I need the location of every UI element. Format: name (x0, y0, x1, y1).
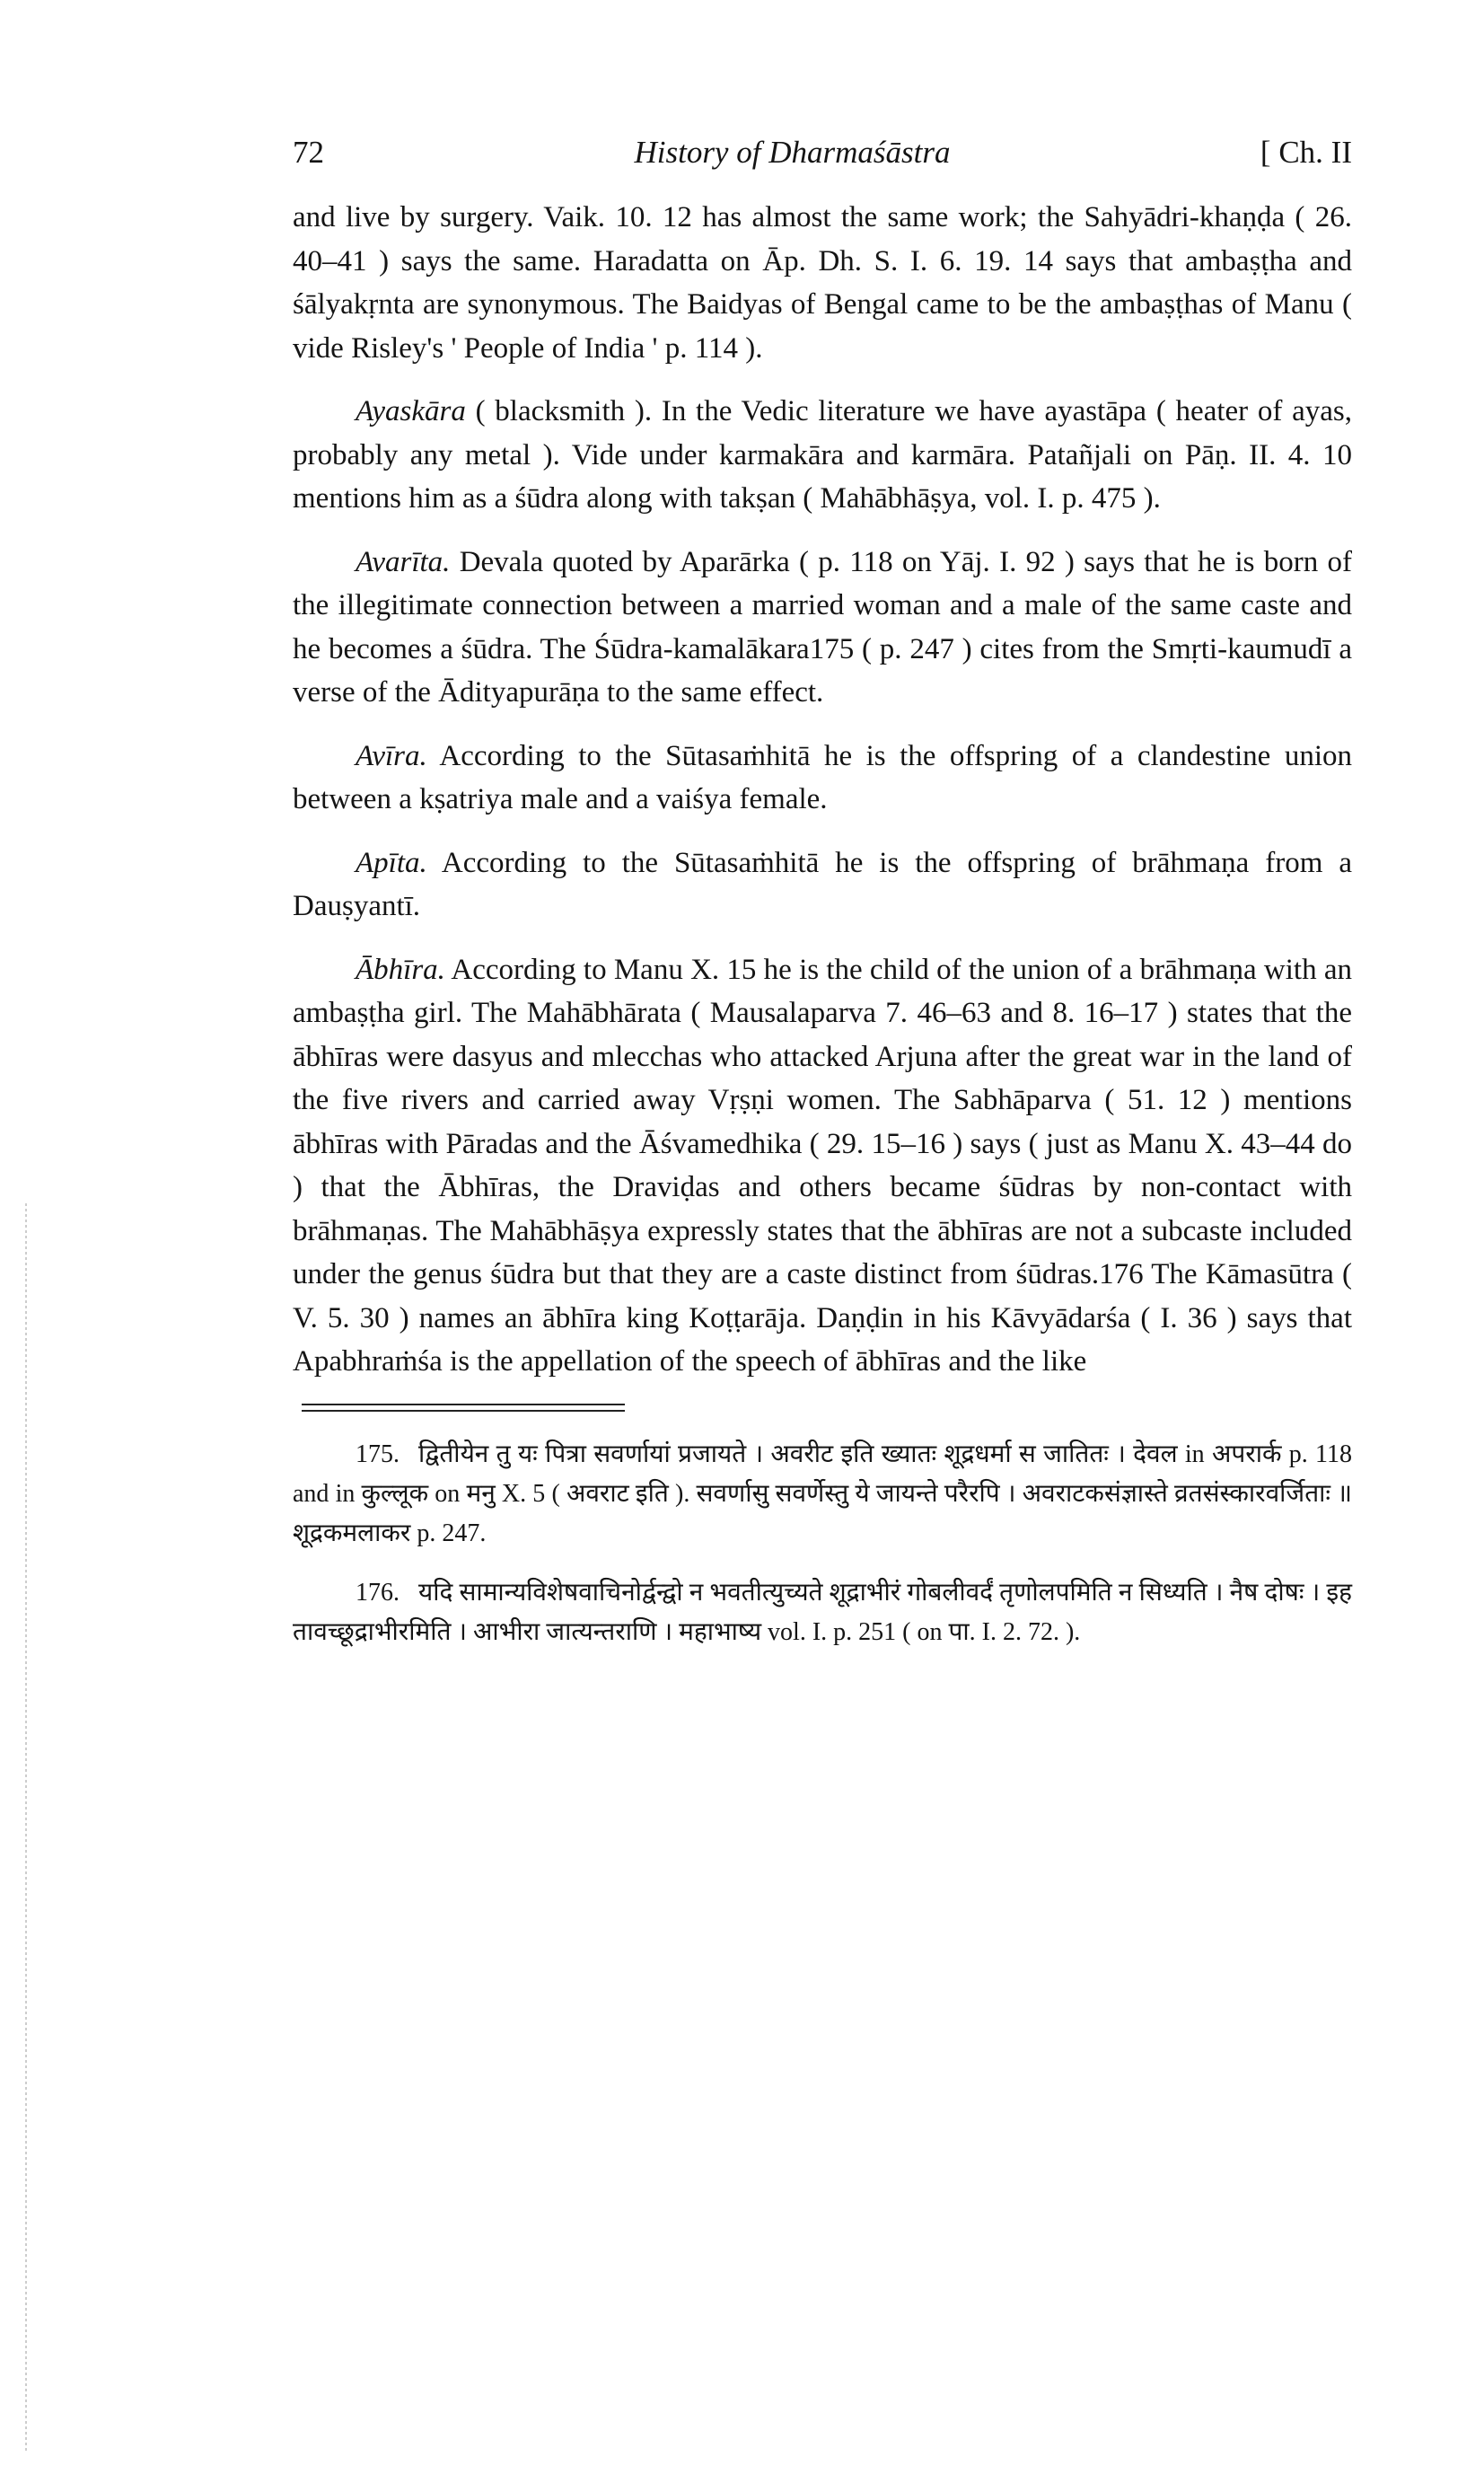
footnote-number: 176. (356, 1578, 400, 1607)
running-header (293, 135, 1352, 171)
chapter-label: [ Ch. II (1260, 135, 1352, 170)
entry-ayaskara (293, 390, 1352, 521)
page-content (293, 135, 1352, 1672)
entry-abhira (293, 948, 1352, 1384)
entry-avarita (293, 541, 1352, 715)
entry-body: Devala quoted by Aparārka ( p. 118 on Yāj. I. 92 ) says that he is born of the illegitimate connection between a married woman and a male of the same caste and he becomes a śūdra. The Śūdra-kamalākara175 ( p. 247 ) cites from the Smṛti-kaumudī a verse of the Ādityapurāṇa to the same effect. (293, 545, 1352, 709)
entry-term: Ayaskāra (356, 395, 466, 427)
footnote-176 (293, 1573, 1352, 1652)
page-number: 72 (293, 135, 324, 170)
entry-apita (293, 841, 1352, 929)
footnote-number: 175. (356, 1440, 400, 1468)
footnote-text: द्वितीयेन तु यः पित्रा सवर्णायां प्रजायते । अवरीट इति ख्यातः शूद्रधर्मा स जातितः । देवल in अपरार्क p. 118 and in कुल्लूक on मनु X. 5 ( अवराट इति ). सवर्णासु सवर्णेस्तु ये जायन्ते परैरपि । अवराटकसंज्ञास्ते व्रतसंस्कारवर्जिताः ॥ शूद्रकमलाकर p. 247. (293, 1440, 1352, 1547)
paragraph-surgery: and live by surgery. Vaik. 10. 12 has almost the same work; the Sahyādri-khaṇḍa ( 26. 40–41 ) says the same. Haradatta on Āp. Dh. S. I. 6. 19. 14 says that ambaṣṭha and śālyakṛnta are synonymous. The Baidyas of Bengal came to be the ambaṣṭhas of Manu ( vide Risley's ' People of India ' p. 114 ). (293, 201, 1352, 365)
footnote-text: यदि सामान्यविशेषवाचिनोर्द्वन्द्वो न भवतीत्युच्यते शूद्राभीरं गोबलीवर्दं तृणोलपमिति न सिध्यति । नैष दोषः । इह तावच्छूद्राभीरमिति । आभीरा जात्यन्तराणि । महाभाष्य vol. I. p. 251 ( on पा. I. 2. 72. ). (293, 1578, 1352, 1646)
footnote-separator (302, 1404, 625, 1405)
footnote-175 (293, 1435, 1352, 1554)
entry-body: According to Manu X. 15 he is the child of the union of a brāhmaṇa with an ambaṣṭha girl. The Mahābhārata ( Mausalaparva 7. 46–63 and 8. 16–17 ) states that the ābhīras were dasyus and mlecchas who attacked Arjuna after the great war in the land of the five rivers and carried away Vṛṣṇi women. The Sabhāparva ( 51. 12 ) mentions ābhīras with Pāradas and the Āśvamedhika ( 29. 15–16 ) says ( just as Manu X. 43–44 do ) that the Ābhīras, the Draviḍas and others became śūdras by non-contact with brāhmaṇas. The Mahābhāṣya expressly states that the ābhīras are not a subcaste included under the genus śūdra but that they are a caste distinct from śūdras.176 The Kāmasūtra ( V. 5. 30 ) names an ābhīra king Koṭṭarāja. Daṇḍin in his Kāvyādarśa ( I. 36 ) says that Apabhraṁśa is the appellation of the speech of ābhīras and the like (293, 953, 1352, 1378)
entry-term: Avīra. (356, 739, 427, 772)
entry-body: According to the Sūtasaṁhitā he is the offspring of a clandestine union between a kṣatriya male and a vaiśya female. (293, 739, 1352, 815)
entry-term: Apīta. (356, 846, 427, 879)
entry-avira (293, 735, 1352, 822)
entry-body: ( blacksmith ). In the Vedic literature we have ayastāpa ( heater of ayas, probably any metal ). Vide under karmakāra and karmāra. Patañjali on Pāṇ. II. 4. 10 mentions him as a śūdra along with takṣan ( Mahābhāṣya, vol. I. p. 475 ). (293, 395, 1352, 515)
entry-term: Avarīta. (356, 545, 451, 578)
entry-body: According to the Sūtasaṁhitā he is the offspring of brāhmaṇa from a Dauṣyantī. (293, 846, 1352, 922)
footnote-separator-second (302, 1410, 625, 1412)
entry-term: Ābhīra. (356, 953, 445, 986)
scan-margin-artifact (25, 1203, 27, 2452)
book-title: History of Dharmaśāstra (634, 135, 951, 170)
